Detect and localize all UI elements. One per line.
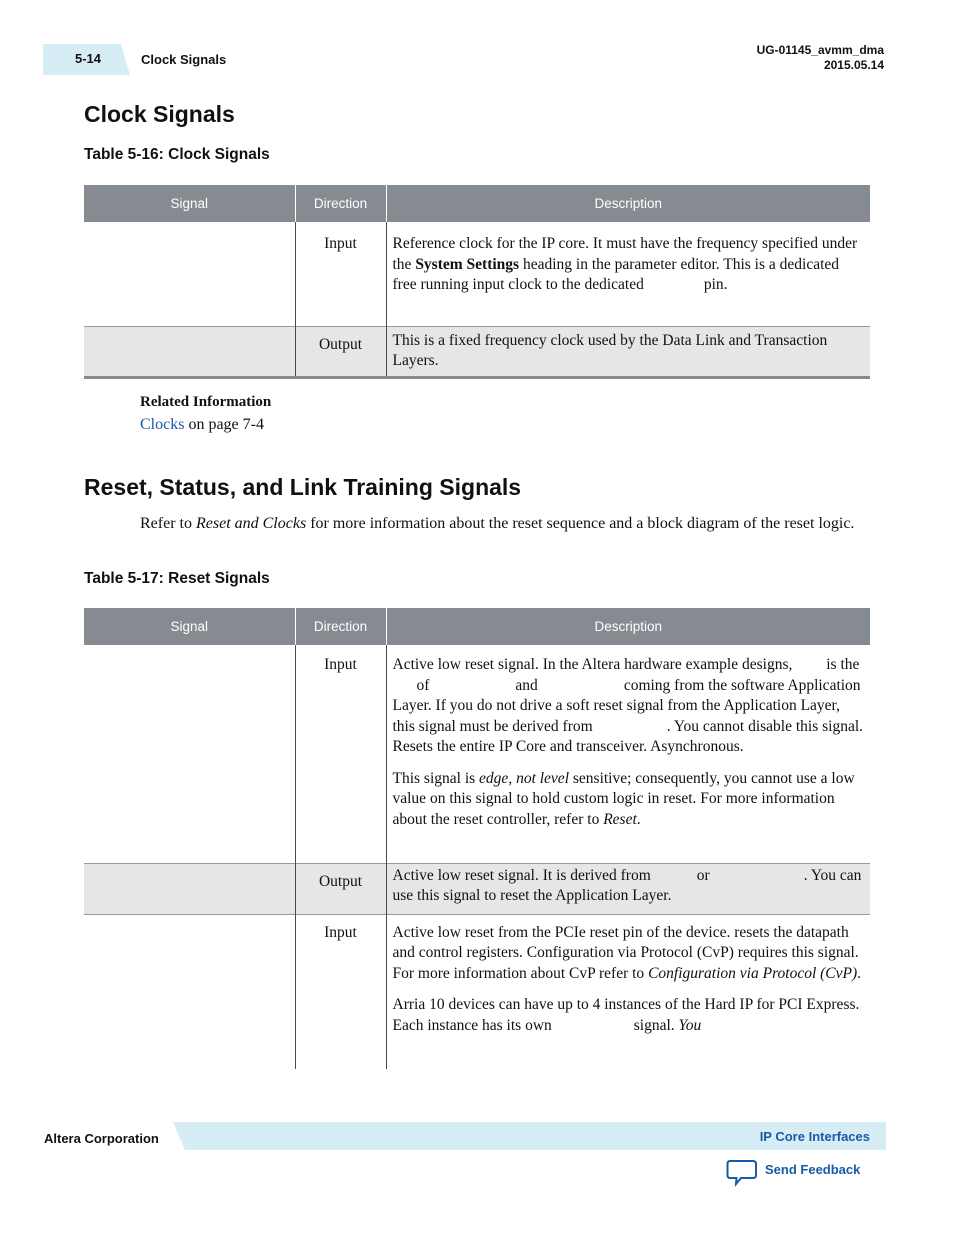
- direction-cell: Input: [295, 222, 386, 326]
- description-paragraph: Arria 10 devices can have up to 4 instances of the Hard IP for PCI Express. Each instance has its own signal. You: [392, 996, 860, 1034]
- description-cell: [386, 645, 870, 863]
- table-header-row: [84, 185, 870, 222]
- clock-table-caption: Table 5-16: Clock Signals: [84, 146, 270, 163]
- column-header-signal: Signal: [84, 608, 295, 645]
- document-id: [757, 43, 884, 73]
- running-title: Clock Signals: [141, 52, 227, 67]
- reset-table-caption: Table 5-17: Reset Signals: [84, 570, 270, 587]
- table-row: [84, 863, 870, 914]
- direction-cell: Output: [295, 326, 386, 377]
- document-id-code: UG-01145_avmm_dma: [756, 43, 884, 57]
- column-header-description: Description: [386, 185, 870, 222]
- reset-reference: Reset: [603, 810, 637, 828]
- signal-cell: [84, 326, 295, 377]
- column-header-description: Description: [386, 608, 870, 645]
- signal-cell: [84, 222, 295, 326]
- description-cell: [386, 914, 870, 1069]
- reset-intro-paragraph: Refer to Reset and Clocks for more information about the reset sequence and a block diagram of the reset logic.: [140, 515, 855, 532]
- column-header-signal: Signal: [84, 185, 295, 222]
- reset-signals-table: [84, 608, 870, 1069]
- clock-signals-table: [84, 185, 870, 379]
- signal-cell: [84, 914, 295, 1069]
- description-paragraph: Active low reset from the PCIe reset pin of the device. resets the datapath and control registers. Configuration via Protocol (CvP) requires this signal. For more information about CvP refer to Configuration via Protocol (CvP).: [392, 923, 862, 982]
- footer-company: Altera Corporation: [44, 1131, 159, 1146]
- reset-section-heading: Reset, Status, and Link Training Signals: [84, 474, 522, 500]
- direction-cell: Input: [295, 914, 386, 1069]
- column-header-direction: Direction: [295, 185, 386, 222]
- related-information-label: Related Information: [140, 394, 272, 410]
- cvp-reference: Configuration via Protocol (CvP): [648, 964, 858, 982]
- column-header-direction: Direction: [295, 608, 386, 645]
- description-cell: Active low reset signal. It is derived from or . You can use this signal to reset the Application Layer.: [386, 863, 870, 914]
- table-row: [84, 645, 870, 863]
- table-header-row: [84, 608, 870, 645]
- reset-and-clocks-reference: Reset and Clocks: [195, 515, 307, 532]
- direction-cell: Output: [295, 863, 386, 914]
- footer-chapter: IP Core Interfaces: [759, 1129, 870, 1144]
- document-date: 2015.05.14: [823, 58, 884, 72]
- page-number: 5-14: [75, 51, 102, 66]
- signal-cell: [84, 863, 295, 914]
- description-cell: Reference clock for the IP core. It must have the frequency specified under the System Settings heading in the parameter editor. This is a dedicated free running input clock to the dedicated pin.: [386, 222, 870, 326]
- description-cell: This is a fixed frequency clock used by the Data Link and Transaction Layers.: [386, 326, 870, 377]
- direction-cell: Input: [295, 645, 386, 863]
- related-information: Clocks on page 7-4: [140, 416, 264, 433]
- parameter-name: System Settings: [415, 255, 520, 273]
- send-feedback-button[interactable]: [726, 1158, 866, 1188]
- description-paragraph: Active low reset signal. In the Altera hardware example designs, is theof and coming from the software Application Layer. If you do not drive a soft reset signal from the Application Layer, this signal must be derived from . You cannot disable this signal. Resets the entire IP Core and transceiver. Asynchronous.: [392, 656, 864, 755]
- table-row: [84, 914, 870, 1069]
- speech-bubble-icon: [726, 1158, 758, 1188]
- description-paragraph: This signal is edge, not level sensitive; consequently, you cannot use a low value on this signal to hold custom logic in reset. For more information about the reset controller, refer to Reset.: [392, 769, 855, 828]
- send-feedback-label: Send Feedback: [765, 1162, 861, 1177]
- signal-cell: [84, 645, 295, 863]
- table-row: [84, 222, 870, 326]
- clock-section-heading: Clock Signals: [84, 101, 235, 127]
- clocks-link[interactable]: Clocks: [140, 416, 185, 433]
- table-row: [84, 326, 870, 377]
